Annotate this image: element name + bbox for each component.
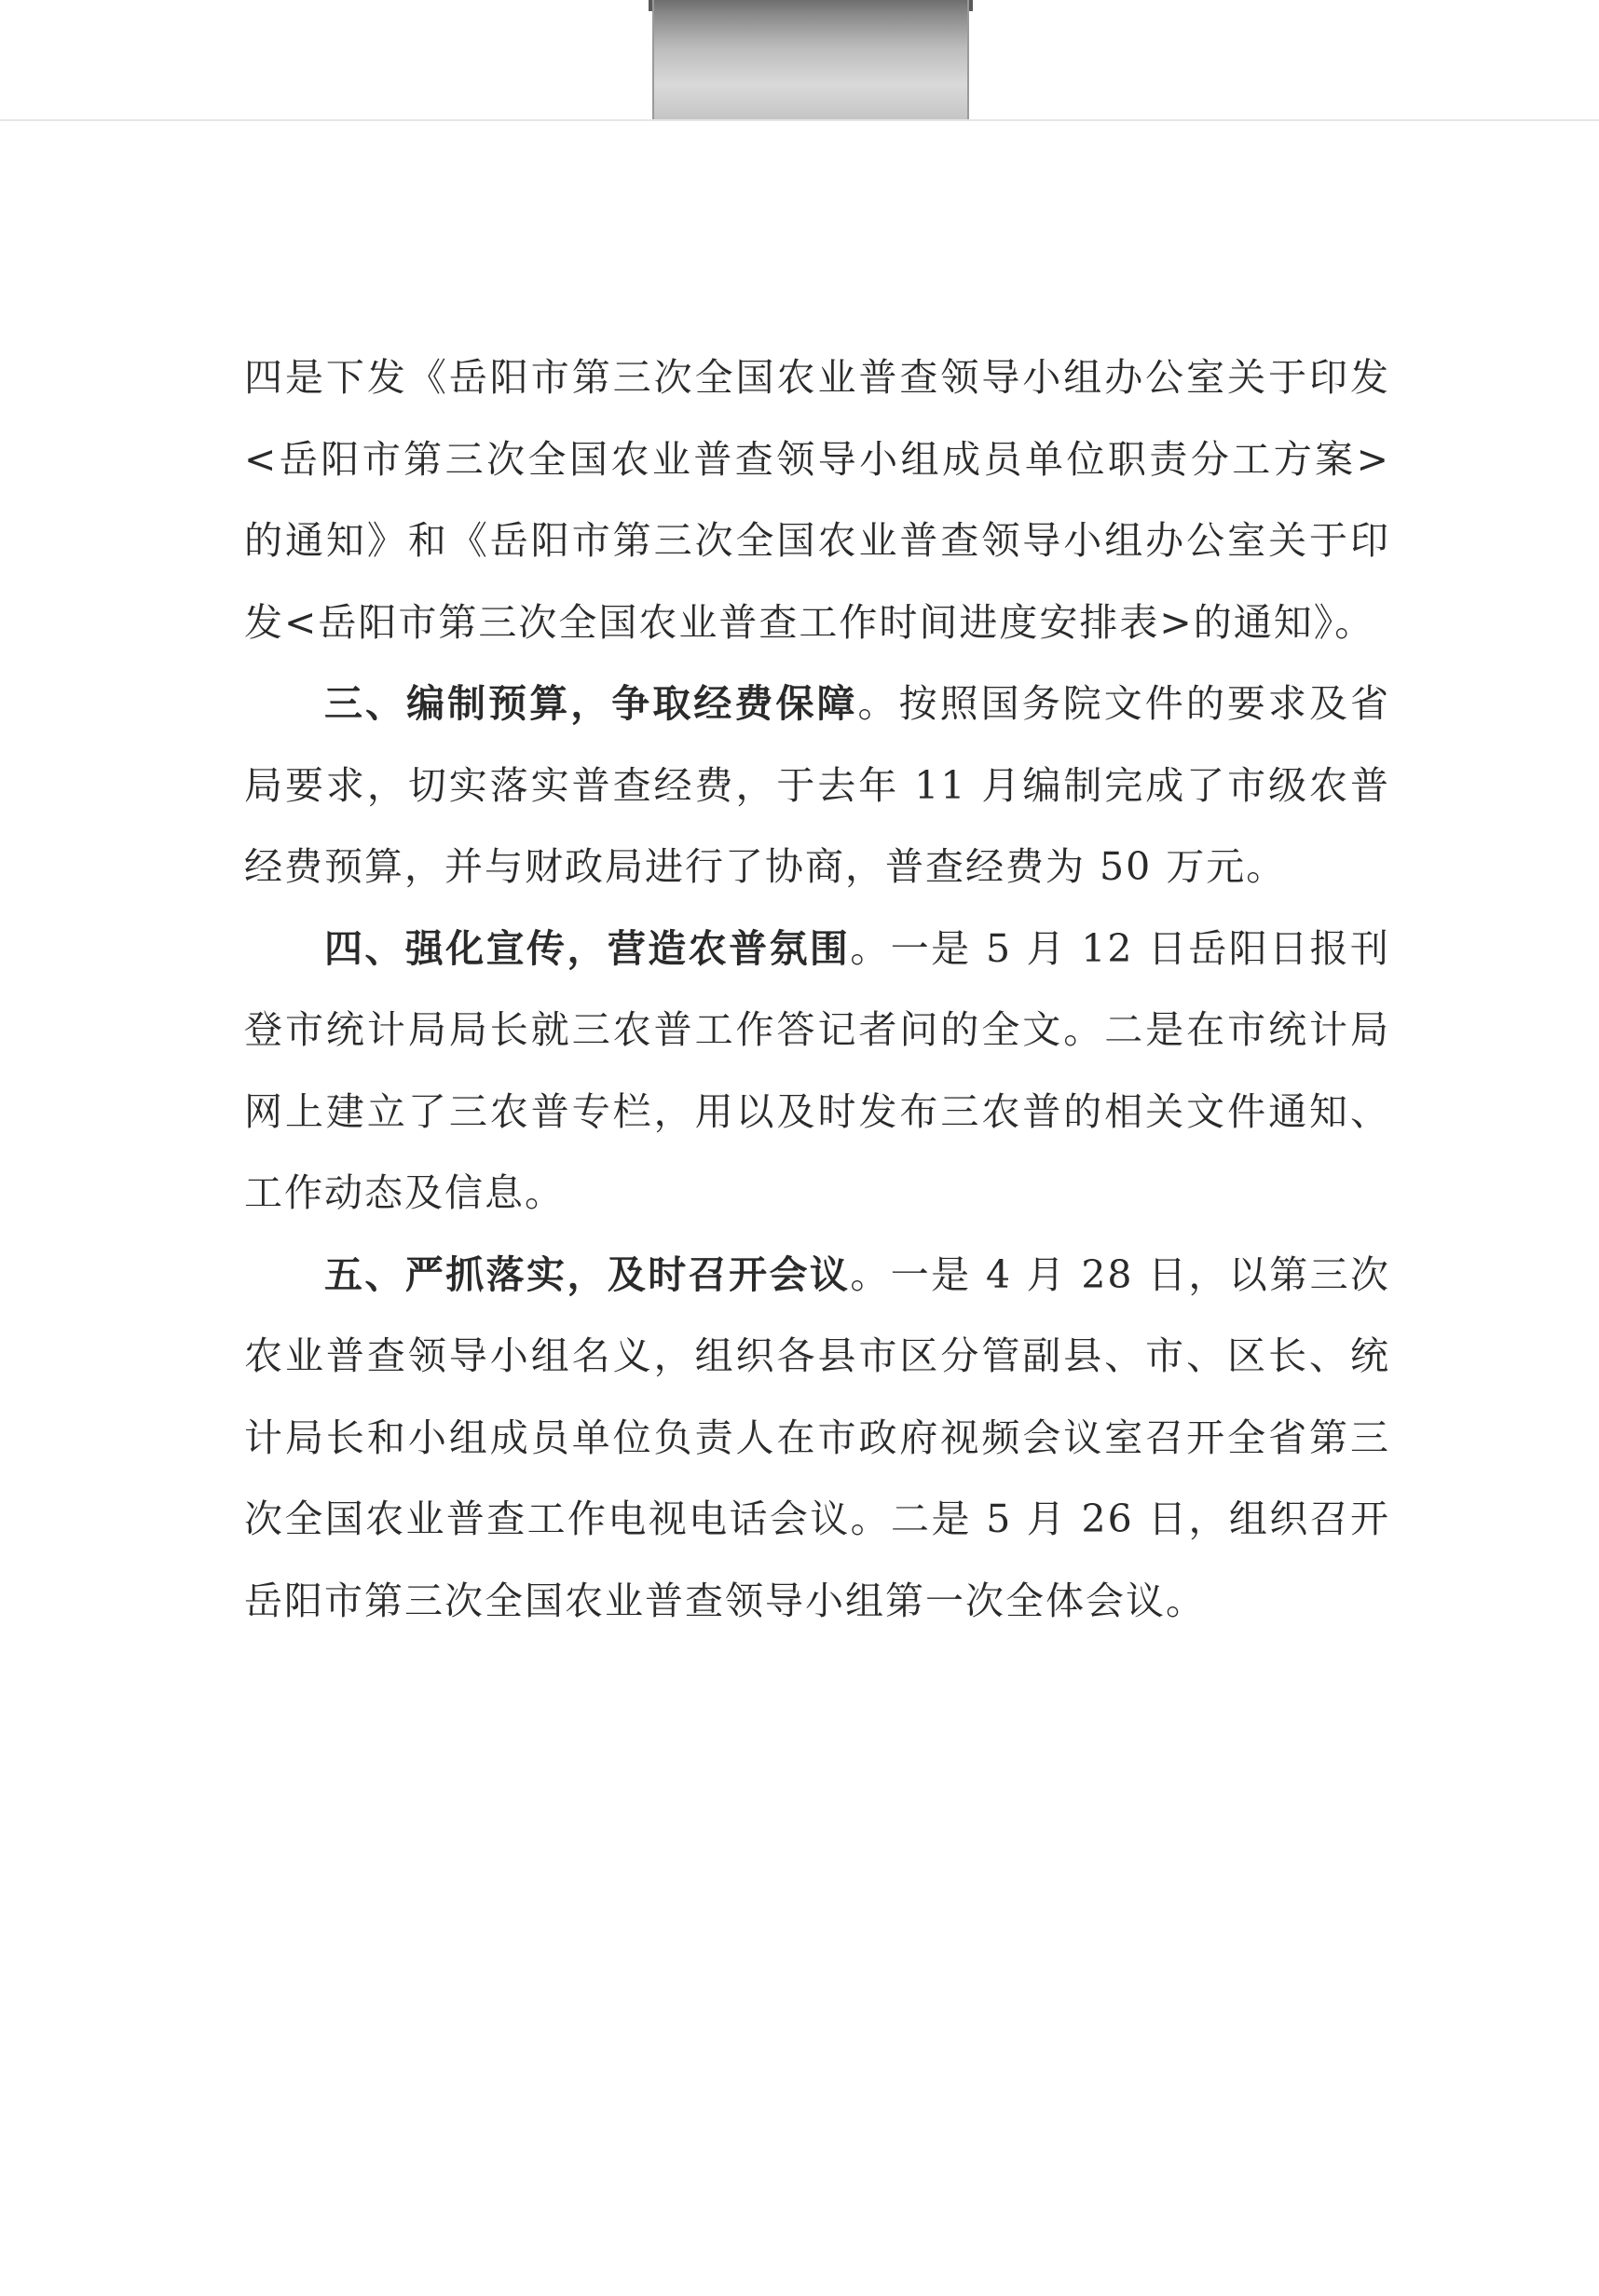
scan-edge-line xyxy=(0,119,1599,121)
paragraph-text: 。一是 4 月 28 日，以第三次农业普查领导小组名义，组织各县市区分管副县、市、区长、统计局长和小组成员单位负责人在市政府视频会议室召开全省第三次全国农业普查工作电视电话会议。二是 5 月 26 日，组织召开岳阳市第三次全国农业普查领导小组第一次全体会议。 xyxy=(244,1251,1391,1623)
section-heading-publicity: 四、强化宣传，营造农普氛围 xyxy=(324,925,851,971)
section-heading-meetings: 五、严抓落实，及时召开会议 xyxy=(324,1251,851,1297)
document-body xyxy=(244,337,1390,1642)
section-heading-budget: 三、编制预算，争取经费保障 xyxy=(324,681,858,726)
paragraph-budget xyxy=(244,663,1390,909)
paragraph-text: 。按照国务院文件的要求及省局要求，切实落实普查经费，于去年 11 月编制完成了市级农普经费预算，并与财政局进行了协商，普查经费为 50 万元。 xyxy=(244,681,1391,889)
paragraph-publicity xyxy=(244,909,1390,1235)
paragraph-text: 。一是 5 月 12 日岳阳日报刊登市统计局局长就三农普工作答记者问的全文。二是在市统计局网上建立了三农普专栏，用以及时发布三农普的相关文件通知、工作动态及信息。 xyxy=(244,925,1391,1215)
paragraph-distribution-notices xyxy=(244,337,1390,663)
scanner-clip-shadow xyxy=(652,0,969,121)
paragraph-text: 四是下发《岳阳市第三次全国农业普查领导小组办公室关于印发<岳阳市第三次全国农业普查领导小组成员单位职责分工方案>的通知》和《岳阳市第三次全国农业普查领导小组办公室关于印发<岳阳市第三次全国农业普查工作时间进度安排表>的通知》。 xyxy=(244,355,1390,645)
paragraph-meetings xyxy=(244,1235,1390,1643)
